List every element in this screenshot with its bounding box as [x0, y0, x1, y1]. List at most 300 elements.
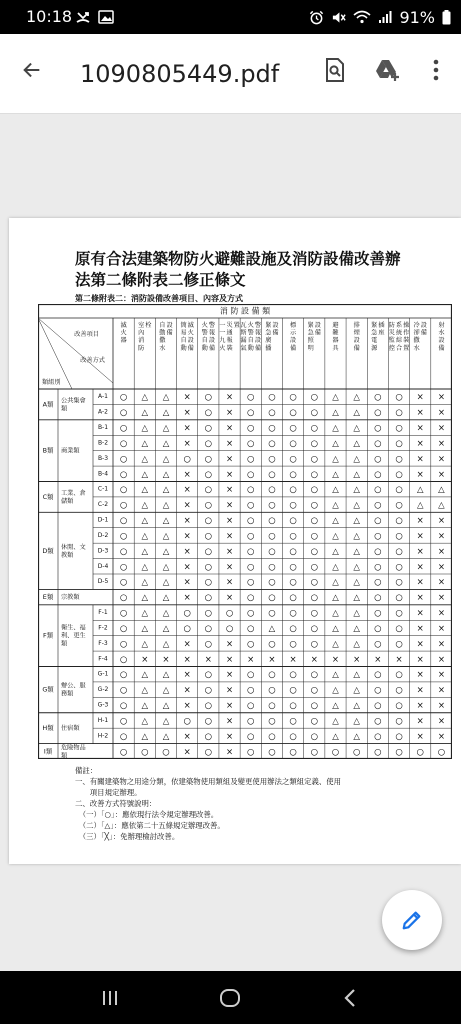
table-mark: ○: [395, 408, 403, 419]
table-mark: ○: [268, 562, 276, 573]
table-mark: ○: [374, 731, 382, 742]
table-mark: ×: [183, 685, 191, 696]
table-mark: ×: [183, 670, 191, 681]
table-mark: △: [141, 731, 149, 742]
table-mark: ○: [247, 438, 255, 449]
row-code: C-1: [97, 485, 109, 493]
table-mark: ×: [225, 562, 234, 573]
column-header-14: 冷卻撒水設備: [413, 322, 427, 352]
table-mark: ○: [268, 392, 276, 403]
table-mark: ○: [247, 716, 255, 727]
table-mark: ×: [353, 654, 361, 665]
group-label: B類: [42, 446, 54, 455]
table-mark: ○: [395, 469, 403, 480]
column-header-8: 標示設備: [290, 322, 297, 352]
table-mark: △: [141, 716, 149, 727]
table-mark: ○: [268, 577, 276, 588]
table-mark: ○: [119, 408, 128, 419]
table-mark: ×: [225, 485, 234, 496]
table-mark: ○: [374, 392, 382, 403]
table-mark: ○: [204, 454, 213, 465]
table-mark: ○: [310, 623, 318, 634]
column-header-1: 室內消防栓: [138, 322, 152, 352]
table-mark: ○: [374, 500, 382, 511]
table-mark: ○: [204, 747, 213, 758]
table-mark: ○: [289, 454, 297, 465]
navigation-bar: [0, 971, 461, 1024]
group-label: I類: [43, 747, 53, 756]
note-line: （三）「╳」：免辦理檢討改善。: [75, 832, 180, 841]
table-mark: ○: [310, 716, 318, 727]
table-mark: ×: [416, 546, 424, 557]
table-mark: ○: [374, 454, 382, 465]
column-header-6: 瓦斯漏氣火警自動警報設備: [240, 322, 262, 352]
table-mark: ○: [289, 531, 297, 542]
column-header-3: 簡易自動滅火設備: [180, 322, 194, 352]
table-mark: ○: [289, 747, 297, 758]
table-mark: ×: [331, 654, 340, 665]
note-line: 備註：: [75, 766, 98, 775]
group-label: G類: [42, 685, 54, 694]
table-mark: ○: [268, 685, 276, 696]
table-mark: ○: [268, 485, 276, 496]
table-mark: ○: [310, 685, 318, 696]
table-mark: ○: [268, 438, 276, 449]
table-mark: △: [141, 593, 149, 604]
table-mark: △: [162, 500, 170, 511]
table-mark: △: [332, 731, 339, 742]
table-mark: ×: [183, 593, 191, 604]
table-mark: △: [353, 423, 360, 434]
table-mark: ○: [289, 639, 297, 650]
table-mark: ×: [268, 654, 276, 665]
group-label: F類: [42, 631, 54, 640]
battery-icon: [442, 10, 451, 25]
group-name: 宗教類: [61, 594, 80, 602]
table-mark: ×: [416, 608, 424, 619]
table-mark: △: [332, 608, 339, 619]
row-code: G-1: [97, 670, 109, 678]
table-mark: ×: [225, 454, 234, 465]
table-mark: ○: [204, 701, 213, 712]
note-line: （一）「○」：應依現行法令規定辦理改善。: [75, 810, 219, 819]
recent-apps-icon: [101, 989, 119, 1007]
table-mark: ×: [416, 716, 424, 727]
table-mark: ○: [374, 408, 382, 419]
table-mark: △: [353, 516, 360, 527]
table-mark: ×: [437, 593, 445, 604]
table-mark: ○: [247, 670, 255, 681]
table-mark: △: [416, 500, 424, 511]
table-mark: △: [162, 593, 170, 604]
table-mark: ○: [289, 623, 297, 634]
table-mark: ○: [374, 701, 382, 712]
table-mark: ×: [162, 654, 170, 665]
table-mark: ○: [204, 577, 213, 588]
table-mark: ×: [437, 469, 445, 480]
table-mark: △: [353, 469, 360, 480]
table-mark: ○: [204, 500, 213, 511]
table-mark: ×: [437, 639, 445, 650]
table-mark: △: [162, 577, 170, 588]
table-mark: ○: [352, 747, 361, 758]
table-mark: △: [141, 408, 149, 419]
table-mark: ○: [374, 423, 382, 434]
column-header-5: 一一九火災通報裝置: [219, 322, 240, 352]
table-mark: ○: [268, 670, 276, 681]
edit-fab-button[interactable]: [382, 890, 442, 950]
group-name: 住宿類: [61, 725, 80, 733]
back-nav-button[interactable]: [320, 983, 380, 1013]
mute-icon: [331, 10, 346, 25]
table-mark: △: [141, 639, 149, 650]
app-bar: [0, 34, 461, 114]
row-code: D-2: [97, 531, 109, 539]
table-mark: ○: [119, 685, 128, 696]
table-mark: ×: [183, 423, 191, 434]
table-mark: ○: [119, 593, 128, 604]
table-mark: ○: [204, 608, 213, 619]
table-mark: ×: [225, 639, 234, 650]
table-mark: △: [141, 516, 149, 527]
add-to-drive-icon: [375, 58, 401, 82]
table-mark: ○: [310, 392, 318, 403]
table-mark: ×: [225, 716, 234, 727]
table-mark: ×: [225, 685, 234, 696]
table-mark: △: [162, 731, 170, 742]
table-mark: △: [141, 485, 149, 496]
find-in-page-button[interactable]: [313, 48, 357, 92]
table-mark: ○: [395, 392, 403, 403]
table-mark: △: [332, 623, 339, 634]
table-mark: ○: [119, 654, 128, 665]
table-mark: △: [332, 701, 339, 712]
table-mark: ×: [437, 608, 445, 619]
missed-call-icon: [76, 10, 90, 24]
table-mark: ×: [225, 747, 234, 758]
table-mark: ○: [204, 423, 213, 434]
diag-label-method: 改善方式: [80, 357, 105, 364]
note-line: 一、有關建築物之用途分類，依建築物使用類組及變更使用辦法之類組定義、使用: [75, 777, 342, 786]
table-mark: ○: [119, 485, 128, 496]
column-header-13: 防災監控系統綜合操作裝置: [388, 322, 410, 352]
table-mark: ○: [247, 701, 255, 712]
table-mark: ○: [268, 608, 276, 619]
table-mark: ○: [247, 485, 255, 496]
row-code: C-2: [97, 501, 109, 509]
table-mark: ○: [225, 608, 234, 619]
table-mark: ○: [119, 454, 128, 465]
table-mark: ○: [310, 608, 318, 619]
table-mark: ○: [374, 577, 382, 588]
table-mark: ×: [437, 670, 445, 681]
table-mark: △: [162, 562, 170, 573]
table-mark: ○: [289, 701, 297, 712]
column-header-7: 緊急廣播設備: [265, 322, 279, 352]
table-mark: ○: [395, 685, 403, 696]
table-mark: ○: [310, 408, 318, 419]
table-mark: ○: [268, 593, 276, 604]
table-mark: ×: [225, 423, 234, 434]
table-mark: ○: [310, 485, 318, 496]
table-mark: ○: [310, 593, 318, 604]
table-mark: ○: [119, 438, 128, 449]
table-mark: ○: [395, 731, 403, 742]
table-mark: ○: [374, 531, 382, 542]
diagonal-rule: [38, 318, 113, 383]
table-mark: △: [162, 701, 170, 712]
row-code: B-3: [97, 454, 109, 462]
table-mark: ○: [395, 423, 403, 434]
table-mark: △: [332, 546, 339, 557]
table-mark: △: [141, 423, 149, 434]
table-mark: ○: [162, 747, 170, 758]
table-mark: ○: [374, 670, 382, 681]
table-mark: △: [162, 639, 170, 650]
table-mark: ○: [416, 747, 424, 758]
table-mark: △: [353, 593, 360, 604]
table-mark: ○: [119, 531, 128, 542]
table-mark: ○: [310, 701, 318, 712]
table-mark: ○: [119, 469, 128, 480]
table-mark: ×: [416, 577, 424, 588]
table-mark: ×: [183, 516, 191, 527]
table-mark: △: [353, 623, 360, 634]
more-options-button[interactable]: [414, 48, 458, 92]
table-mark: ○: [310, 516, 318, 527]
table-mark: ○: [247, 516, 255, 527]
table-mark: △: [162, 438, 170, 449]
table-mark: ○: [204, 685, 213, 696]
column-header-10: 避難器具: [332, 322, 339, 352]
table-mark: △: [141, 438, 149, 449]
table-mark: ○: [268, 469, 276, 480]
table-mark: ○: [204, 562, 213, 573]
find-in-page-icon: [324, 58, 346, 82]
table-mark: ×: [437, 392, 445, 403]
table-mark: △: [332, 469, 339, 480]
table-mark: ○: [183, 716, 191, 727]
table-mark: △: [332, 392, 339, 403]
group-header: 消 防 設 備 類: [219, 306, 271, 316]
column-header-12: 緊急電源插座: [371, 322, 385, 352]
table-mark: ○: [289, 423, 297, 434]
table-mark: △: [141, 701, 149, 712]
table-mark: ×: [437, 701, 445, 712]
table-mark: ○: [268, 546, 276, 557]
table-mark: ○: [183, 608, 191, 619]
column-header-0: 滅火器: [120, 322, 127, 345]
table-mark: ○: [204, 716, 213, 727]
table-mark: ○: [119, 670, 128, 681]
note-line: 二、改善方式符號說明：: [75, 799, 157, 808]
pdf-page[interactable]: [9, 218, 461, 864]
table-mark: ○: [204, 392, 213, 403]
more-vert-icon: [433, 59, 439, 81]
table-mark: ×: [183, 577, 191, 588]
table-mark: △: [332, 531, 339, 542]
table-mark: △: [332, 577, 339, 588]
table-mark: ×: [225, 577, 234, 588]
table-mark: △: [141, 454, 149, 465]
table-mark: ○: [225, 623, 234, 634]
table-mark: ○: [247, 546, 255, 557]
table-mark: ○: [374, 716, 382, 727]
table-mark: ×: [437, 685, 445, 696]
recent-apps-button[interactable]: [80, 983, 140, 1013]
table-mark: ○: [183, 623, 191, 634]
table-mark: ○: [374, 593, 382, 604]
table-mark: △: [141, 546, 149, 557]
table-mark: △: [332, 438, 339, 449]
table-mark: ○: [310, 438, 318, 449]
table-mark: ○: [310, 731, 318, 742]
table-mark: △: [332, 716, 339, 727]
row-code: A-2: [98, 408, 108, 416]
table-mark: ×: [204, 654, 212, 665]
table-mark: ○: [289, 577, 297, 588]
table-mark: ×: [416, 670, 424, 681]
table-mark: ○: [268, 408, 276, 419]
table-mark: △: [353, 608, 360, 619]
table-mark: ○: [268, 423, 276, 434]
table-mark: ○: [395, 531, 403, 542]
group-label: C類: [42, 492, 54, 501]
diag-label-group: 類組別: [42, 379, 61, 386]
table-mark: ×: [183, 701, 191, 712]
table-mark: ×: [183, 639, 191, 650]
table-mark: ○: [119, 423, 128, 434]
table-mark: ○: [289, 392, 297, 403]
status-time: 10:18: [26, 7, 73, 26]
table-mark: ×: [416, 654, 424, 665]
table-mark: ×: [437, 654, 445, 665]
table-mark: ○: [119, 562, 128, 573]
table-mark: ○: [204, 593, 213, 604]
row-code: D-1: [97, 516, 109, 524]
signal-icon: [378, 10, 392, 24]
table-mark: ○: [204, 639, 213, 650]
column-header-4: 火警自動警報設備: [201, 322, 216, 352]
table-mark: ○: [119, 731, 128, 742]
table-mark: ○: [374, 485, 382, 496]
table-mark: ○: [395, 670, 403, 681]
table-caption: 第二條附表二：消防設備改善項目、內容及方式: [75, 294, 243, 303]
table-mark: △: [353, 701, 360, 712]
table-mark: ×: [225, 469, 234, 480]
table-mark: ×: [183, 562, 191, 573]
table-mark: ○: [395, 747, 403, 758]
table-mark: ×: [437, 716, 445, 727]
table-mark: ×: [225, 516, 234, 527]
row-code: H-1: [97, 716, 109, 724]
table-mark: △: [353, 670, 360, 681]
table-mark: △: [353, 562, 360, 573]
table-mark: ×: [416, 438, 424, 449]
row-code: F-4: [98, 655, 108, 663]
table-mark: ×: [225, 546, 234, 557]
table-mark: ○: [374, 469, 382, 480]
table-mark: △: [162, 716, 170, 727]
table-mark: △: [332, 685, 339, 696]
note-line: （二）「△」：應依第二十五條規定辦理改善。: [75, 821, 225, 830]
table-mark: ×: [183, 469, 191, 480]
alarm-icon: [309, 10, 324, 25]
table-mark: ○: [119, 623, 128, 634]
table-mark: △: [162, 392, 170, 403]
improvement-table: [38, 304, 452, 759]
table-mark: ×: [310, 654, 318, 665]
table-mark: ×: [183, 531, 191, 542]
table-mark: ○: [395, 516, 403, 527]
table-mark: ○: [395, 608, 403, 619]
table-mark: △: [162, 670, 170, 681]
diag-label-item: 改善項目: [74, 331, 99, 338]
table-mark: ○: [247, 623, 255, 634]
table-mark: ○: [289, 408, 297, 419]
row-code: G-2: [97, 686, 109, 694]
table-mark: ○: [310, 531, 318, 542]
table-mark: ○: [437, 747, 446, 758]
table-mark: △: [141, 392, 149, 403]
table-mark: ○: [204, 516, 213, 527]
table-mark: ○: [268, 716, 276, 727]
table-mark: ○: [289, 608, 297, 619]
table-mark: ○: [395, 546, 403, 557]
table-mark: ×: [416, 469, 424, 480]
table-mark: ○: [247, 531, 255, 542]
group-label: H類: [42, 724, 54, 733]
table-mark: △: [353, 716, 360, 727]
group-label: D類: [42, 546, 54, 555]
row-code: F-1: [98, 609, 108, 617]
table-mark: △: [141, 531, 149, 542]
table-mark: ○: [119, 546, 128, 557]
table-mark: ○: [374, 608, 382, 619]
table-mark: △: [353, 408, 360, 419]
table-mark: ○: [247, 731, 255, 742]
table-mark: ×: [374, 654, 382, 665]
table-mark: △: [332, 500, 339, 511]
table-mark: ○: [289, 670, 297, 681]
column-header-11: 排煙設備: [353, 322, 360, 352]
table-mark: △: [162, 685, 170, 696]
table-mark: ○: [310, 469, 318, 480]
home-button[interactable]: [200, 983, 260, 1013]
add-to-drive-button[interactable]: [366, 48, 410, 92]
back-button[interactable]: [10, 48, 54, 92]
row-code: D-4: [97, 562, 109, 570]
group-name: 辦公、服務類: [61, 682, 86, 698]
table-mark: ○: [374, 639, 382, 650]
table-mark: △: [353, 500, 360, 511]
row-code: B-1: [97, 424, 109, 432]
table-mark: ○: [395, 562, 403, 573]
table-mark: ×: [416, 623, 424, 634]
table-mark: ○: [395, 716, 403, 727]
row-code: D-3: [97, 547, 109, 555]
table-mark: ×: [247, 654, 255, 665]
table-mark: ○: [204, 546, 213, 557]
table-mark: ○: [395, 639, 403, 650]
table-mark: △: [141, 608, 149, 619]
table-mark: ×: [437, 423, 445, 434]
table-mark: △: [353, 685, 360, 696]
table-mark: △: [353, 485, 360, 496]
table-mark: ×: [183, 654, 191, 665]
table-mark: △: [162, 531, 170, 542]
table-mark: ×: [437, 438, 445, 449]
